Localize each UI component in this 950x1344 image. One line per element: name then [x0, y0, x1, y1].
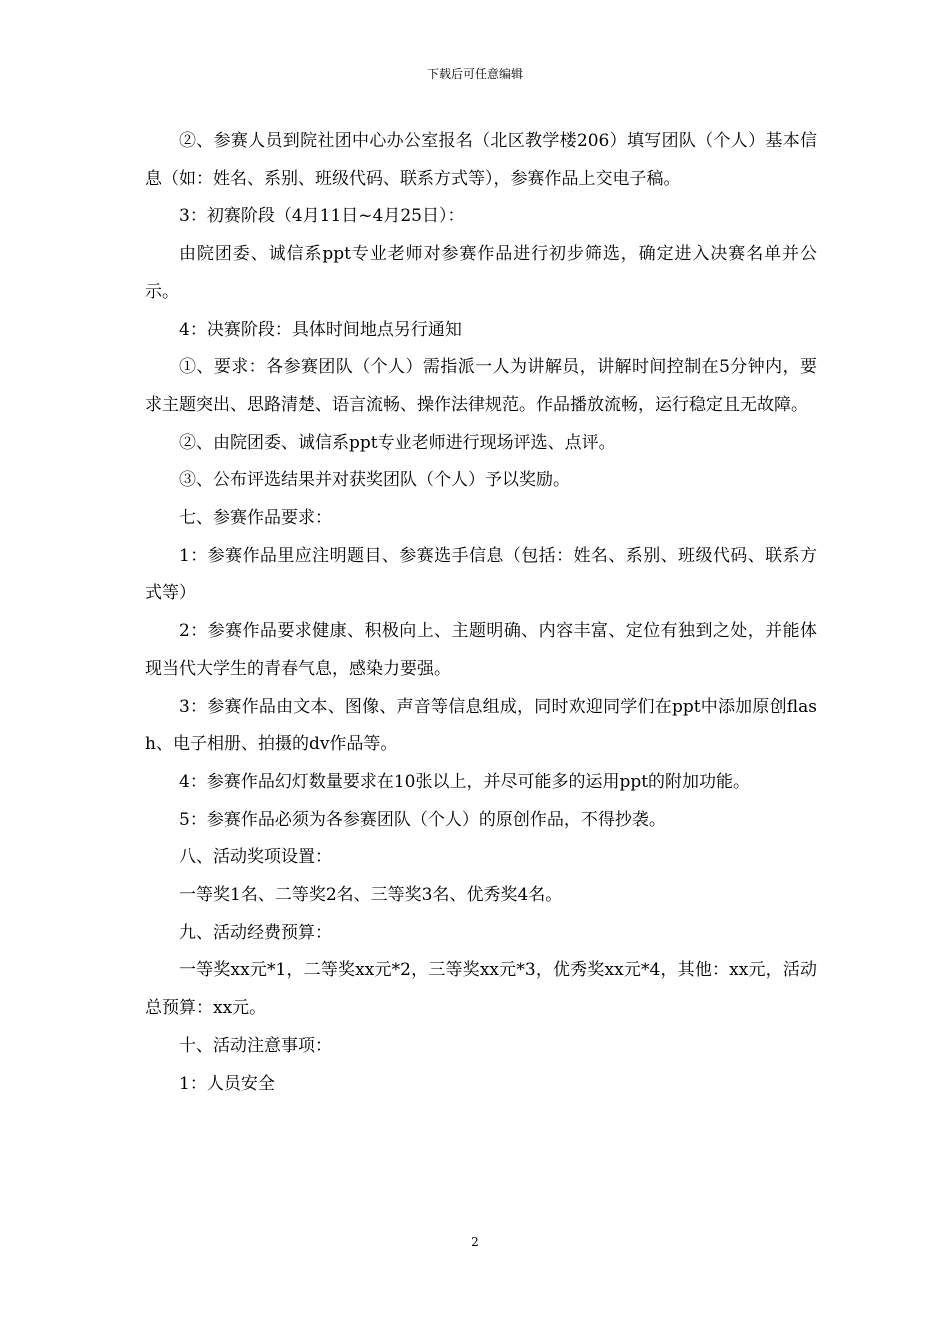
paragraph-results: ③、公布评选结果并对获奖团队（个人）予以奖励。 — [179, 470, 570, 491]
paragraph-preliminary-screening: 由院团委、诚信系ppt专业老师对参赛作品进行初步筛选，确定进入决赛名单并公示。 — [145, 244, 817, 302]
paragraph-awards: 一等奖1名、二等奖2名、三等奖3名、优秀奖4名。 — [179, 885, 563, 906]
page-number: 2 — [471, 1235, 479, 1249]
paragraph-final-stage: 4：决赛阶段：具体时间地点另行通知 — [179, 319, 462, 340]
paragraph-requirement-4: 4：参赛作品幻灯数量要求在10张以上，并尽可能多的运用ppt的附加功能。 — [179, 771, 751, 792]
paragraph-personnel-safety: 1：人员安全 — [179, 1073, 275, 1094]
paragraph-requirement-5: 5：参赛作品必须为各参赛团队（个人）的原创作品，不得抄袭。 — [179, 809, 666, 830]
section-heading-budget: 九、活动经费预算： — [179, 922, 332, 943]
section-heading-work-requirements: 七、参赛作品要求： — [179, 508, 332, 529]
document-body — [145, 123, 817, 1103]
paragraph-onsite-judging: ②、由院团委、诚信系ppt专业老师进行现场评选、点评。 — [179, 432, 616, 453]
paragraph-budget: 一等奖xx元*1，二等奖xx元*2，三等奖xx元*3，优秀奖xx元*4，其他：xx元，活动总预算：xx元。 — [145, 960, 817, 1019]
section-heading-awards: 八、活动奖项设置： — [179, 847, 332, 868]
paragraph-final-requirements: ①、要求：各参赛团队（个人）需指派一人为讲解员，讲解时间控制在5分钟内，要求主题突出、思路清楚、语言流畅、操作法律规范。作品播放流畅，运行稳定且无故障。 — [145, 357, 817, 415]
paragraph-requirement-1: 1：参赛作品里应注明题目、参赛选手信息（包括：姓名、系别、班级代码、联系方式等） — [145, 545, 817, 604]
paragraph-preliminary-stage: 3：初赛阶段（4月11日~4月25日）： — [179, 206, 465, 227]
section-heading-notes: 十、活动注意事项： — [179, 1035, 332, 1056]
paragraph-requirement-2: 2：参赛作品要求健康、积极向上、主题明确、内容丰富、定位有独到之处，并能体现当代大学生的青春气息，感染力要强。 — [145, 621, 817, 679]
paragraph-requirement-3: 3：参赛作品由文本、图像、声音等信息组成，同时欢迎同学们在ppt中添加原创flash、电子相册、拍摄的dv作品等。 — [145, 696, 817, 755]
paragraph-registration: ②、参赛人员到院社团中心办公室报名（北区教学楼206）填写团队（个人）基本信息（如：姓名、系别、班级代码、联系方式等），参赛作品上交电子稿。 — [145, 131, 817, 189]
page-header: 下载后可任意编辑 — [426, 67, 523, 81]
